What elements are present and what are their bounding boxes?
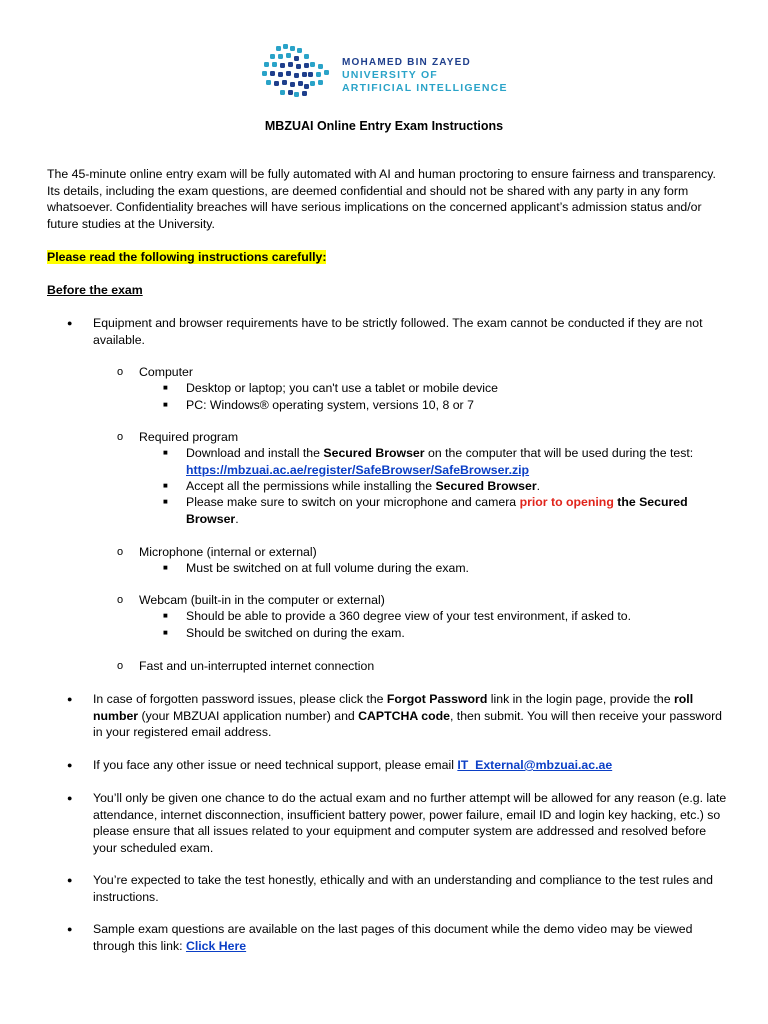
section-heading-line xyxy=(47,282,727,299)
demo-video-link[interactable]: Click Here xyxy=(185,938,247,953)
computer-item-os: PC: Windows® operating system, versions 10, 8 or 7 xyxy=(186,398,474,412)
sample-questions-text: Sample exam questions are available on the last pages of this document while the demo video may be viewed through this link: Click Here xyxy=(93,922,693,953)
square-bullet-icon: ■ xyxy=(163,628,168,637)
notice-line xyxy=(47,249,727,266)
microphone-label: Microphone (internal or external) xyxy=(139,545,317,559)
intro-paragraph: The 45-minute online entry exam will be fully automated with AI and human proctoring to ensure fairness and transparency. Its details, including the exam questions, are deemed confidential and should not be shared with any party in any form whatsoever. Confidentiality breaches will have serious implications on the concerned applicant’s admission status and/or future studies at the University. xyxy=(47,167,716,231)
logo-wordmark xyxy=(342,56,508,95)
square-bullet-icon: ■ xyxy=(163,481,168,490)
program-item-mic-camera: Please make sure to switch on your microphone and camera prior to opening the Secured Browser. xyxy=(186,495,688,526)
bullet-icon: ● xyxy=(67,318,73,328)
prior-to-opening-warning: prior to opening xyxy=(519,495,614,509)
equipment-requirements-text: Equipment and browser requirements have to be strictly followed. The exam cannot be conducted if they are not available. xyxy=(93,316,703,347)
webcam-item-on: Should be switched on during the exam. xyxy=(186,626,405,640)
honesty-text: You’re expected to take the test honestly, ethically and with an understanding and compliance to the test rules and instructions. xyxy=(93,873,714,904)
bullet-icon: ● xyxy=(67,793,73,803)
webcam-label: Webcam (built-in in the computer or external) xyxy=(139,593,385,607)
microphone-item: Must be switched on at full volume during the exam. xyxy=(186,561,469,575)
support-email-link[interactable]: IT_External@mbzuai.ac.ae xyxy=(457,758,613,772)
forgot-password-text: In case of forgotten password issues, please click the Forgot Password link in the login page, provide the roll number (your MBZUAI application number) and CAPTCHA code, then submit. You will then receive your password in your registered email address. xyxy=(93,692,722,739)
bullet-icon: ● xyxy=(67,694,73,704)
logo-line-3: ARTIFICIAL INTELLIGENCE xyxy=(342,82,508,94)
sub-bullet-icon: o xyxy=(117,546,124,558)
support-text: If you face any other issue or need technical support, please email IT_External@mbzuai.ac.ae xyxy=(93,758,613,772)
computer-item-device: Desktop or laptop; you can't use a tablet or mobile device xyxy=(186,381,498,395)
sub-bullet-icon: o xyxy=(117,366,124,378)
safe-browser-download-link[interactable]: https://mbzuai.ac.ae/register/SafeBrowser/SafeBrowser.zip xyxy=(186,462,530,477)
bullet-icon: ● xyxy=(67,760,73,770)
section-heading: Before the exam xyxy=(47,283,143,297)
highlighted-notice: Please read the following instructions carefully: xyxy=(47,250,327,264)
bullet-icon: ● xyxy=(67,924,73,934)
one-chance-text: You’ll only be given one chance to do the actual exam and no further attempt will be allowed for any reason (e.g. late attendance, internet disconnection, insufficient battery power, power failure, email ID and login key hacking, etc.) so please ensure that all issues related to your equipment and computer system are addressed and resolved before your scheduled exam. xyxy=(93,791,727,855)
program-item-download: Download and install the Secured Browser on the computer that will be used during the test: https://mbzuai.ac.ae/register/SafeBrowser/SafeBrowser.zip xyxy=(186,446,694,477)
computer-label: Computer xyxy=(139,365,193,379)
program-item-permissions: Accept all the permissions while installing the Secured Browser. xyxy=(186,479,541,493)
square-bullet-icon: ■ xyxy=(163,448,168,457)
sub-bullet-icon: o xyxy=(117,660,124,672)
logo-line-1: MOHAMED BIN ZAYED xyxy=(342,57,471,68)
logo-mark-icon xyxy=(258,40,338,102)
webcam-item-360: Should be able to provide a 360 degree view of your test environment, if asked to. xyxy=(186,609,632,623)
sub-bullet-icon: o xyxy=(117,594,124,606)
internet-label: Fast and un-interrupted internet connection xyxy=(139,659,375,673)
logo-line-2: UNIVERSITY OF xyxy=(342,69,438,81)
university-logo xyxy=(258,40,518,102)
document-title: MBZUAI Online Entry Exam Instructions xyxy=(264,119,504,133)
program-label: Required program xyxy=(139,430,239,444)
bullet-icon: ● xyxy=(67,875,73,885)
sub-bullet-icon: o xyxy=(117,431,124,443)
square-bullet-icon: ■ xyxy=(163,400,168,409)
square-bullet-icon: ■ xyxy=(163,611,168,620)
square-bullet-icon: ■ xyxy=(163,383,168,392)
square-bullet-icon: ■ xyxy=(163,497,168,506)
square-bullet-icon: ■ xyxy=(163,563,168,572)
